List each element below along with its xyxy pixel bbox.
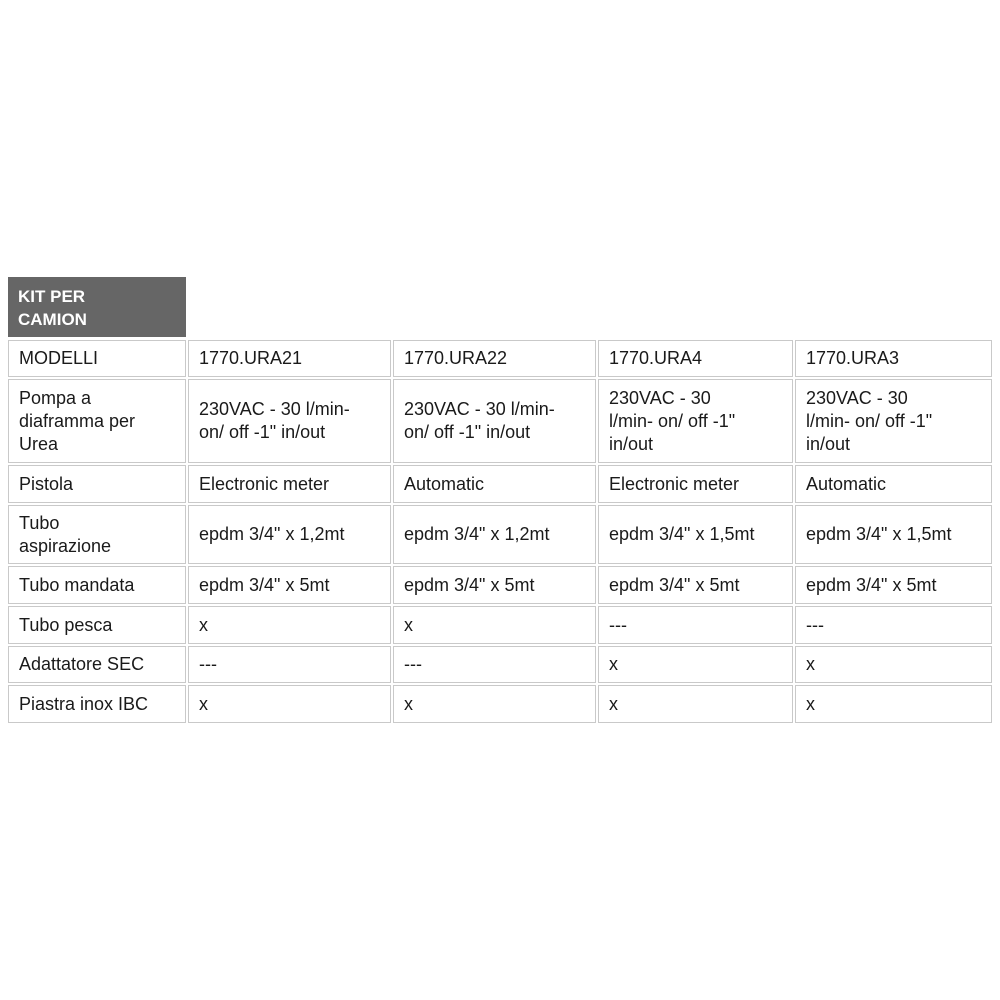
table-cell: x bbox=[188, 606, 391, 644]
table-cell: Automatic bbox=[393, 465, 596, 503]
table-row-tubo-mandata bbox=[8, 566, 992, 604]
table-title-text: KIT PER CAMION bbox=[18, 287, 87, 329]
table-cell: epdm 3/4" x 1,2mt bbox=[188, 505, 391, 564]
table-cell: 1770.URA21 bbox=[188, 340, 391, 377]
table-cell: 1770.URA4 bbox=[598, 340, 793, 377]
table-cell: 230VAC - 30 l/min- on/ off -1" in/out bbox=[598, 379, 793, 463]
table-cell: --- bbox=[795, 606, 992, 644]
table-row-pistola bbox=[8, 465, 992, 503]
table-cell: --- bbox=[393, 646, 596, 683]
table-cell: 1770.URA22 bbox=[393, 340, 596, 377]
table-cell: 230VAC - 30 l/min- on/ off -1" in/out bbox=[795, 379, 992, 463]
table-row-tubo-aspirazione bbox=[8, 505, 992, 564]
table-cell: --- bbox=[598, 606, 793, 644]
table-row-piastra-inox bbox=[8, 685, 992, 723]
table-cell: 1770.URA3 bbox=[795, 340, 992, 377]
table-row-modelli bbox=[8, 340, 992, 377]
row-label: Tubo mandata bbox=[8, 566, 186, 604]
table-cell: x bbox=[598, 646, 793, 683]
table-cell: x bbox=[393, 606, 596, 644]
table-cell: epdm 3/4" x 1,2mt bbox=[393, 505, 596, 564]
row-label: Pistola bbox=[8, 465, 186, 503]
kit-spec-table bbox=[6, 338, 994, 725]
table-cell: x bbox=[795, 685, 992, 723]
table-cell: Automatic bbox=[795, 465, 992, 503]
row-label: Tubo aspirazione bbox=[8, 505, 186, 564]
row-label: Tubo pesca bbox=[8, 606, 186, 644]
table-cell: x bbox=[598, 685, 793, 723]
row-label: Adattatore SEC bbox=[8, 646, 186, 683]
table-cell: epdm 3/4" x 5mt bbox=[393, 566, 596, 604]
row-label: MODELLI bbox=[8, 340, 186, 377]
table-cell: epdm 3/4" x 1,5mt bbox=[795, 505, 992, 564]
row-label: Piastra inox IBC bbox=[8, 685, 186, 723]
row-label: Pompa a diaframma per Urea bbox=[8, 379, 186, 463]
table-title bbox=[8, 277, 186, 337]
table-cell: x bbox=[188, 685, 391, 723]
table-cell: x bbox=[795, 646, 992, 683]
table-cell: x bbox=[393, 685, 596, 723]
table-cell: Electronic meter bbox=[598, 465, 793, 503]
table-cell: Electronic meter bbox=[188, 465, 391, 503]
table-cell: epdm 3/4" x 5mt bbox=[188, 566, 391, 604]
table-row-tubo-pesca bbox=[8, 606, 992, 644]
table-cell: 230VAC - 30 l/min- on/ off -1" in/out bbox=[188, 379, 391, 463]
table-row-pompa bbox=[8, 379, 992, 463]
table-cell: epdm 3/4" x 5mt bbox=[598, 566, 793, 604]
table-cell: 230VAC - 30 l/min- on/ off -1" in/out bbox=[393, 379, 596, 463]
table-cell: --- bbox=[188, 646, 391, 683]
table-cell: epdm 3/4" x 5mt bbox=[795, 566, 992, 604]
table-cell: epdm 3/4" x 1,5mt bbox=[598, 505, 793, 564]
table-row-adattatore-sec bbox=[8, 646, 992, 683]
